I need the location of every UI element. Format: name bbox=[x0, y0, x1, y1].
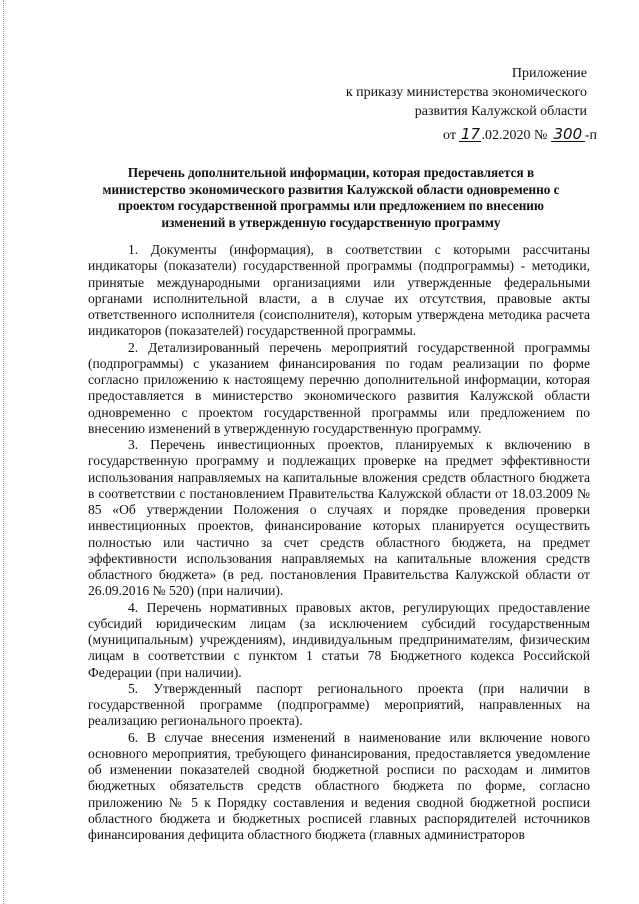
paragraph-4: 4. Перечень нормативных правовых актов, регулирующих предоставление субсидий юридическим лицам (за исключением субсидий государственным (муниципальным) учреждениям), индивидуальным предпринимателям, физическим лицам в соответствии с пунктом 1 статьи 78 Бюджетного кодекса Российской Федерации (при наличии). bbox=[88, 599, 590, 680]
appendix-line: Приложение bbox=[511, 66, 587, 81]
document-title bbox=[100, 165, 562, 231]
order-number-handwritten: 300 bbox=[551, 127, 585, 142]
paragraph-6: 6. В случае внесения изменений в наименование или включение нового основного мероприятия, требующего финансирования, предоставляется уведомление об изменении показателей сводной бюджетной росписи по расходам и лимитов бюджетных обязательств средств областного бюджета по форме, согласно приложению № 5 к Порядку составления и ведения сводной бюджетной росписи областного бюджета и бюджетных росписей главных распорядителей источников финансирования дефицита областного бюджета (главных администраторов bbox=[88, 729, 590, 842]
order-prefix: от bbox=[443, 128, 456, 143]
order-date-rest: .02.2020 bbox=[481, 128, 531, 143]
paragraph-1: 1. Документы (информация), в соответствии с которыми рассчитаны индикаторы (показатели) государственной программы (подпрограммы) - методики, принятые международными организациями или утвержденные федеральными органами исполнительной власти, а в случае их отсутствия, правовые акты ответственного исполнителя (соисполнителя), которым утверждена методика расчета индикаторов (показателей) государственной программы. bbox=[88, 242, 590, 339]
paragraph-5: 5. Утвержденный паспорт регионального проекта (при наличии в государственной программе (подпрограмме) мероприятий, направленных на реализацию регионального проекта). bbox=[88, 680, 590, 729]
appendix-line: развития Калужской области bbox=[414, 104, 587, 119]
appendix-line: к приказу министерства экономического bbox=[345, 85, 587, 100]
scan-edge-line bbox=[3, 0, 5, 904]
order-number-sign: № bbox=[533, 128, 548, 143]
paragraph-3: 3. Перечень инвестиционных проектов, планируемых к включению в государственную программу и подлежащих проверке на предмет эффективности использования направляемых на капитальные вложения средств областного бюджета в соответствии с постановлением Правительства Калужской области от 18.03.2009 № 85 «Об утверждении Положения о случаях и порядке проведения проверки инвестиционных проектов, финансирование которых планируется осуществить полностью или частично за счет средств областного бюджета, на предмет эффективности использования направляемых на капитальные вложения средств областного бюджета» (в ред. постановления Правительства Калужской области от 26.09.2016 № 520) (при наличии). bbox=[88, 437, 590, 599]
title-line: Перечень дополнительной информации, которая предоставляется в bbox=[127, 165, 535, 180]
document-body bbox=[88, 242, 590, 843]
appendix-header bbox=[346, 64, 587, 121]
order-suffix: -п bbox=[584, 128, 597, 143]
title-line: министерство экономического развития Калужской области одновременно с bbox=[102, 181, 560, 197]
order-day-handwritten: 17 bbox=[460, 125, 481, 143]
paragraph-2: 2. Детализированный перечень мероприятий государственной программы (подпрограммы) с указанием финансирования по годам реализации по форме согласно приложению к настоящему перечню дополнительной информации, которая предоставляется в министерство экономического развития Калужской области одновременно с проектом государственной программы или предложением по внесению изменений в утвержденную государственную программу. bbox=[88, 339, 590, 436]
order-date-number bbox=[443, 127, 597, 144]
title-line: проектом государственной программы или предложением по внесению bbox=[118, 198, 544, 214]
title-line: изменений в утвержденную государственную программу bbox=[161, 214, 501, 230]
